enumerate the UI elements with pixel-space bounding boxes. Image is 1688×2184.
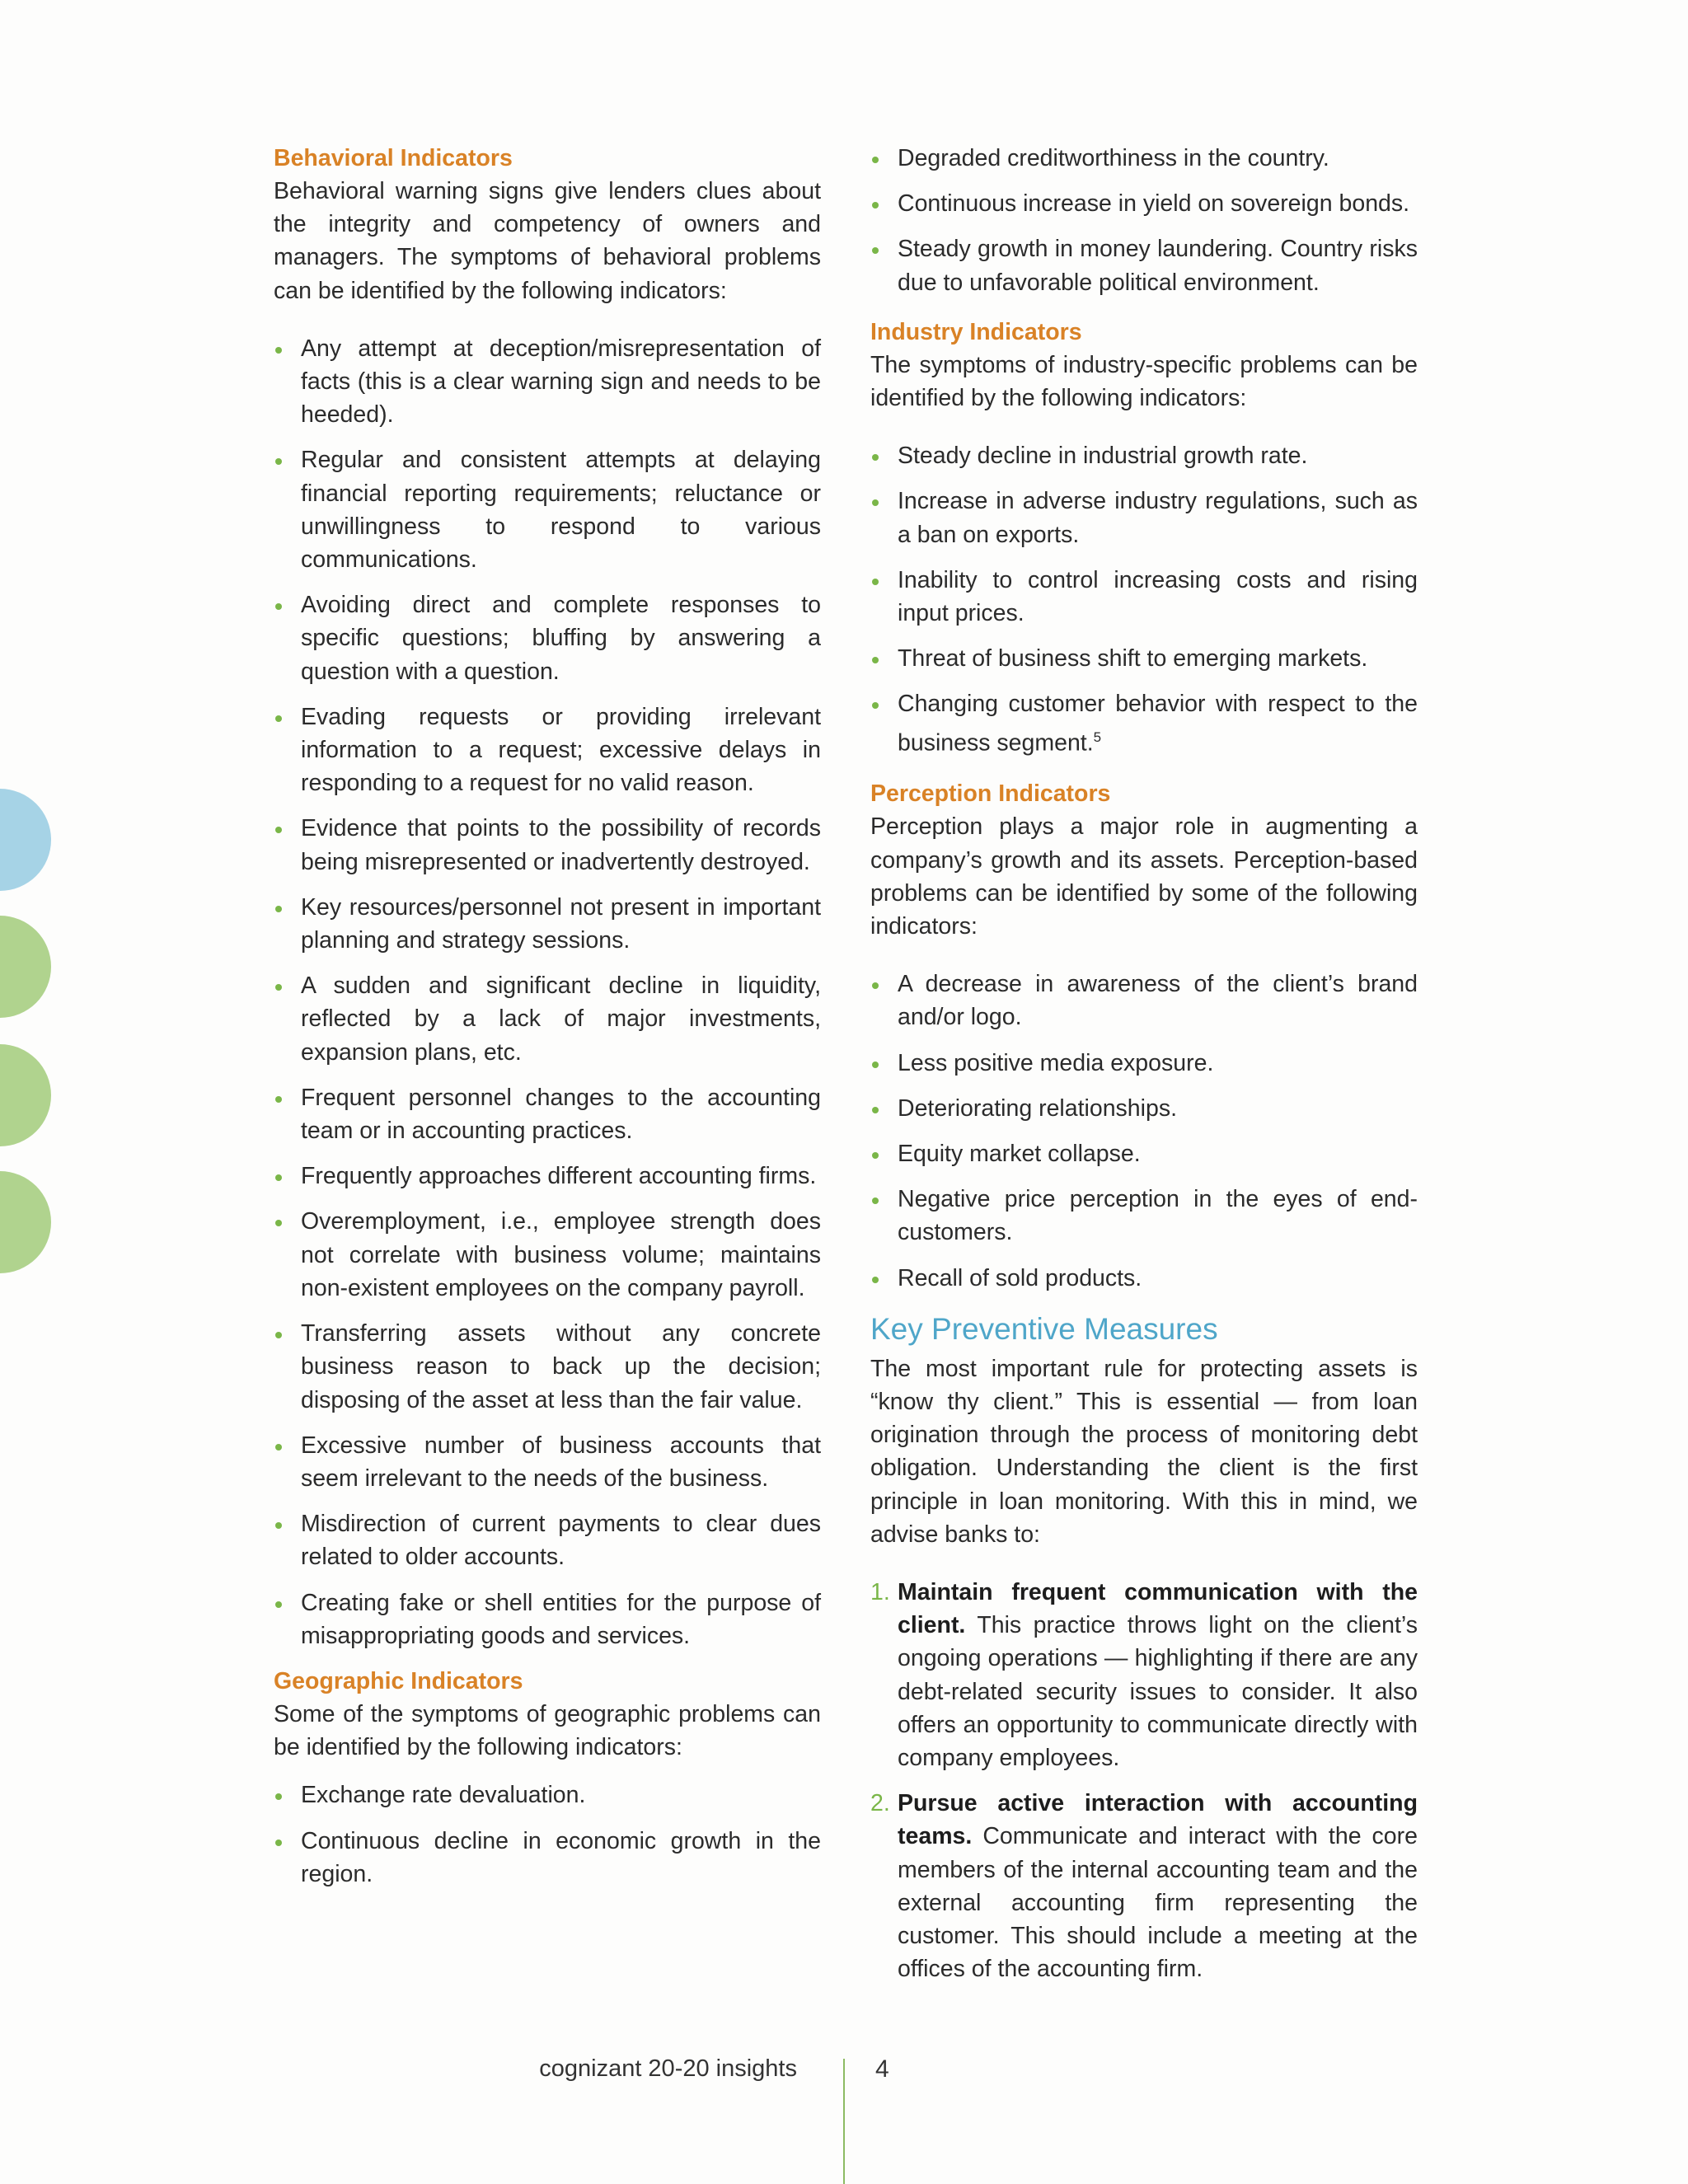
- decorative-circle-green-3: [0, 1171, 51, 1273]
- geographic-heading: Geographic Indicators: [274, 1667, 523, 1694]
- item-text: This practice throws light on the client’s ongoing operations — highlighting if there are any debt-related security issues to consider. It also offers an opportunity to communicate directly with company employees.: [898, 1612, 1418, 1772]
- list-item: Any attempt at deception/misrepresentation of facts (this is a clear warning sign and needs to be heeded).: [274, 332, 821, 432]
- left-column: [274, 142, 821, 1903]
- list-item: Continuous decline in economic growth in the region.: [274, 1825, 821, 1891]
- list-item: Regular and consistent attempts at delaying financial reporting requirements; reluctance or unwillingness to respond to various communications.: [274, 443, 821, 576]
- list-item: Evidence that points to the possibility of records being misrepresented or inadvertently destroyed.: [274, 812, 821, 878]
- preventive-measures-intro: The most important rule for protecting assets is “know thy client.” This is essential — from loan origination through the process of monitoring debt obligation. Understanding the client is the first principle in loan monitoring. With this in mind, we advise banks to:: [870, 1355, 1418, 1548]
- industry-heading: Industry Indicators: [870, 318, 1082, 345]
- item-number: 2.: [870, 1790, 890, 1817]
- decorative-circle-green-2: [0, 1044, 51, 1146]
- bullet-icon: [275, 1096, 282, 1103]
- bullet-icon: [872, 1062, 879, 1068]
- right-column: [870, 142, 1418, 1998]
- bullet-icon: [872, 1197, 879, 1204]
- list-item: Less positive media exposure.: [870, 1047, 1418, 1080]
- behavioral-intro: Behavioral warning signs give lenders clues about the integrity and competency of owners and managers. The symptoms of behavioral problems can be identified by the following indicators:: [274, 178, 821, 304]
- geographic-list-continued: [870, 142, 1418, 299]
- list-item: Equity market collapse.: [870, 1137, 1418, 1170]
- perception-list: [870, 968, 1418, 1295]
- list-item: Steady growth in money laundering. Country risks due to unfavorable political environment.: [870, 232, 1418, 298]
- bullet-icon: [275, 1840, 282, 1846]
- list-item: A sudden and significant decline in liquidity, reflected by a lack of major investments, expansion plans, etc.: [274, 969, 821, 1069]
- list-item: Steady decline in industrial growth rate.: [870, 439, 1418, 472]
- industry-intro: The symptoms of industry-specific problems can be identified by the following indicators:: [870, 351, 1418, 412]
- bullet-icon: [275, 603, 282, 610]
- bullet-icon: [872, 579, 879, 585]
- behavioral-heading: Behavioral Indicators: [274, 145, 513, 171]
- industry-list: [870, 439, 1418, 759]
- list-item: Negative price perception in the eyes of end-customers.: [870, 1183, 1418, 1249]
- geographic-list: [274, 1779, 821, 1891]
- bullet-icon: [872, 499, 879, 506]
- bullet-icon: [275, 906, 282, 912]
- list-item: Inability to control increasing costs and rising input prices.: [870, 564, 1418, 630]
- bullet-icon: [275, 715, 282, 722]
- bullet-icon: [872, 1107, 879, 1113]
- bullet-icon: [275, 984, 282, 991]
- preventive-measures-list: [870, 1576, 1418, 1985]
- list-item: [870, 1787, 1418, 1985]
- list-item: Transferring assets without any concrete business reason to back up the decision; disposing of the asset at less than the fair value.: [274, 1317, 821, 1417]
- bullet-icon: [275, 1522, 282, 1529]
- list-item: Excessive number of business accounts that seem irrelevant to the needs of the business.: [274, 1429, 821, 1495]
- list-item: Continuous increase in yield on sovereign bonds.: [870, 187, 1418, 220]
- perception-heading: Perception Indicators: [870, 780, 1111, 808]
- page-number: 4: [875, 2055, 889, 2083]
- list-item: Misdirection of current payments to clear dues related to older accounts.: [274, 1507, 821, 1573]
- list-item: Overemployment, i.e., employee strength does not correlate with business volume; maintains non-existent employees on the company payroll.: [274, 1205, 821, 1305]
- publication-name: cognizant 20-20 insights: [539, 2055, 797, 2082]
- bullet-icon: [275, 1174, 282, 1181]
- list-item: Exchange rate devaluation.: [274, 1779, 821, 1811]
- bullet-icon: [275, 1444, 282, 1451]
- bullet-icon: [275, 1793, 282, 1800]
- bullet-icon: [872, 247, 879, 254]
- bullet-icon: [275, 1332, 282, 1338]
- bullet-icon: [872, 702, 879, 709]
- bullet-icon: [872, 657, 879, 663]
- bullet-icon: [872, 454, 879, 461]
- list-item: Avoiding direct and complete responses to specific questions; bluffing by answering a question with a question.: [274, 588, 821, 688]
- list-item: Degraded creditworthiness in the country.: [870, 142, 1418, 175]
- item-text: Communicate and interact with the core members of the internal accounting team and the external accounting firm representing the customer. This should include a meeting at the offices of the accounting firm.: [898, 1823, 1418, 1983]
- bullet-icon: [872, 1152, 879, 1159]
- decorative-circle-green-1: [0, 916, 51, 1018]
- bullet-icon: [275, 347, 282, 354]
- item-lead: Pursue active interaction with accounting teams.: [898, 1790, 1418, 1850]
- list-item: Evading requests or providing irrelevant information to a request; excessive delays in responding to a request for no valid reason.: [274, 701, 821, 800]
- list-item: Deteriorating relationships.: [870, 1092, 1418, 1125]
- list-item: Changing customer behavior with respect to the business segment.$^5$: [870, 687, 1418, 759]
- item-number: 1.: [870, 1579, 890, 1605]
- footer-divider: [843, 2059, 845, 2184]
- list-item: Increase in adverse industry regulations, such as a ban on exports.: [870, 485, 1418, 551]
- bullet-icon: [872, 202, 879, 209]
- bullet-icon: [872, 1277, 879, 1283]
- bullet-icon: [275, 1220, 282, 1226]
- bullet-icon: [275, 827, 282, 833]
- list-item: A decrease in awareness of the client’s brand and/or logo.: [870, 968, 1418, 1033]
- bullet-icon: [872, 157, 879, 163]
- preventive-measures-heading: Key Preventive Measures: [870, 1311, 1218, 1346]
- geographic-intro: Some of the symptoms of geographic problems can be identified by the following indicators:: [274, 1700, 821, 1761]
- list-item: Threat of business shift to emerging markets.: [870, 642, 1418, 675]
- list-item: [870, 1576, 1418, 1774]
- behavioral-list: [274, 332, 821, 1652]
- bullet-icon: [275, 458, 282, 465]
- list-item: Creating fake or shell entities for the purpose of misappropriating goods and services.: [274, 1586, 821, 1652]
- list-item: Frequently approaches different accounting firms.: [274, 1160, 821, 1193]
- footnote-marker: 5: [1093, 729, 1102, 745]
- bullet-icon: [872, 982, 879, 989]
- list-item: Recall of sold products.: [870, 1262, 1418, 1295]
- list-item: Frequent personnel changes to the accounting team or in accounting practices.: [274, 1081, 821, 1147]
- decorative-circle-blue: [0, 789, 51, 891]
- perception-intro: Perception plays a major role in augmenting a company’s growth and its assets. Perception-based problems can be identified by some of the following indicators:: [870, 813, 1418, 940]
- item-lead: Maintain frequent communication with the client.: [898, 1579, 1418, 1639]
- bullet-icon: [275, 1601, 282, 1608]
- list-item: Key resources/personnel not present in important planning and strategy sessions.: [274, 891, 821, 957]
